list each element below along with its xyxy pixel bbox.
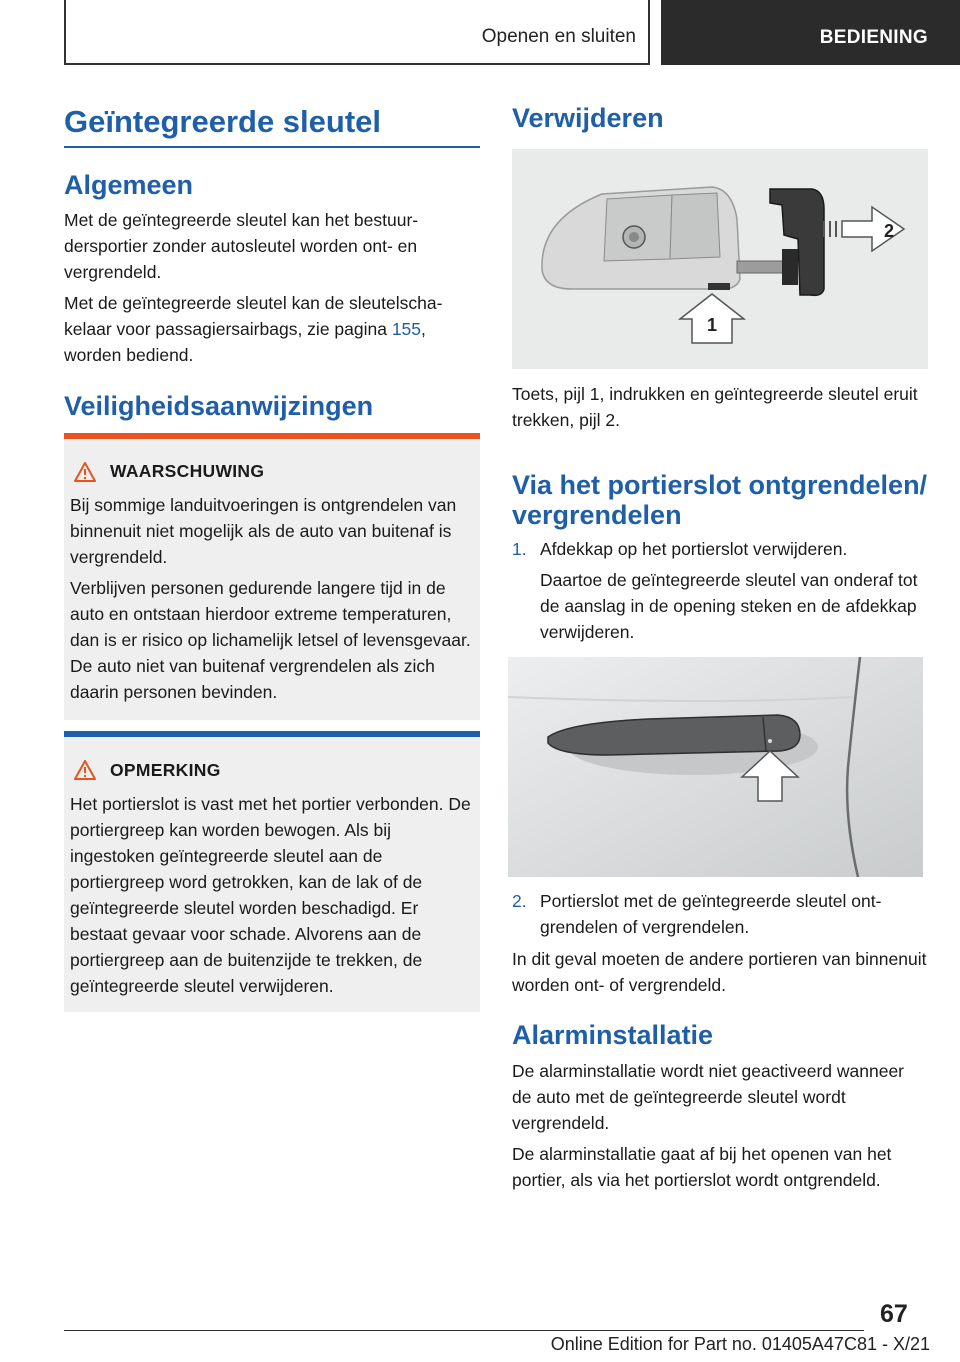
warning-text-1: Bij sommige landuitvoeringen is ontgrendelen van binnenuit niet mogelijk als de auto van buitenaf is vergrendeld. [70,495,457,567]
step-number: 1. [512,539,527,559]
warning-bar [64,433,480,439]
step-1-subtext: Daartoe de geïntegreerde sleutel van onderaf tot de aanslag in de opening steken en de afdekkap verwijderen. [540,570,918,642]
step-2-text: Portierslot met de geïntegreerde sleutel ontgrendelen of vergrendelen. [540,891,882,937]
title-rule [64,146,480,148]
chapter-tab-label: BEDIENING [819,27,928,48]
warning-text-2: Verblijven personen gedurende langere tijd in de auto en ontstaan hierdoor extreme temperaturen, dan is er risico op lichamelijk letsel of levensgevaar. De auto niet van buitenaf vergrendelen als zich daarin personen bevinden. [70,578,471,702]
header-left-border [64,0,66,65]
door-handle-figure [508,657,923,877]
heading-portierslot: Via het portierslot ontgrendelen/ vergrendelen [512,470,928,530]
note-title: OPMERKING [110,760,221,780]
figure-label-2: 2 [884,221,895,241]
figure-caption: Toets, pijl 1, indrukken en geïntegreerde sleutel eruit trekken, pijl 2. [512,384,918,430]
warning-triangle-icon [74,462,96,482]
paragraph-text: Met de geïntegreerde sleutel kan de sleutelschakelaar voor passagiersairbags, zie pagina [64,293,443,339]
paragraph-algemeen-1: Met de geïntegreerde sleutel kan het bestuurdersportier zonder autosleutel worden ont- en vergrendeld. [64,210,419,282]
door-handle-illustration [508,657,923,877]
note-box [64,731,480,1012]
header-underline [64,63,650,65]
step-1 [512,536,928,645]
heading-algemeen: Algemeen [64,170,194,200]
step-number: 2. [512,891,527,911]
chapter-tab[interactable] [661,0,960,65]
warning-triangle-icon [74,760,96,780]
header-divider [648,0,650,65]
section-title: Openen en sluiten [481,26,636,47]
note-bar [64,731,480,737]
step-1-text: Afdekkap op het portierslot verwijderen. [540,539,848,559]
paragraph-alarm-1: De alarminstallatie wordt niet geactiveerd wanneer de auto met de geïntegreerde sleutel wordt vergrendeld. [512,1061,905,1133]
key-fob-illustration [512,149,928,369]
paragraph-portierslot-after: In dit geval moeten de andere portieren van binnenuit worden ont- of vergrendeld. [512,949,927,995]
footer-edition: Online Edition for Part no. 01405A47C81 - X/21 [550,1334,930,1354]
warning-title: WAARSCHUWING [110,461,265,481]
figure-label-1: 1 [707,315,718,335]
page-number: 67 [880,1300,908,1328]
heading-veiligheid: Veiligheidsaanwijzingen [64,391,374,421]
page-title: Geïntegreerde sleutel [64,104,382,139]
page-link-155[interactable]: 155 [391,319,422,339]
heading-verwijderen: Verwijderen [512,103,664,133]
paragraph-alarm-2: De alarminstallatie gaat af bij het openen van het portier, als via het portierslot wordt ontgrendeld. [512,1144,892,1190]
warning-box [64,433,480,720]
step-2 [512,888,928,940]
heading-alarm: Alarminstallatie [512,1020,714,1050]
paragraph-text-end: , worden bediend. [64,319,426,365]
footer-rule [64,1330,864,1331]
key-removal-figure [512,149,928,369]
note-text: Het portierslot is vast met het portier verbonden. De portiergreep kan worden bewogen. Als bij ingestoken geïntegreerde sleutel aan de portiergreep word getrokken, kan de lak of de geïntegreerde sleutel worden beschadigd. Er bestaat gevaar voor schade. Alvorens aan de portiergreep aan de buitenzijde te trekken, de geïntegreerde sleutel verwijderen. [70,794,471,996]
paragraph-algemeen-2 [64,290,480,368]
